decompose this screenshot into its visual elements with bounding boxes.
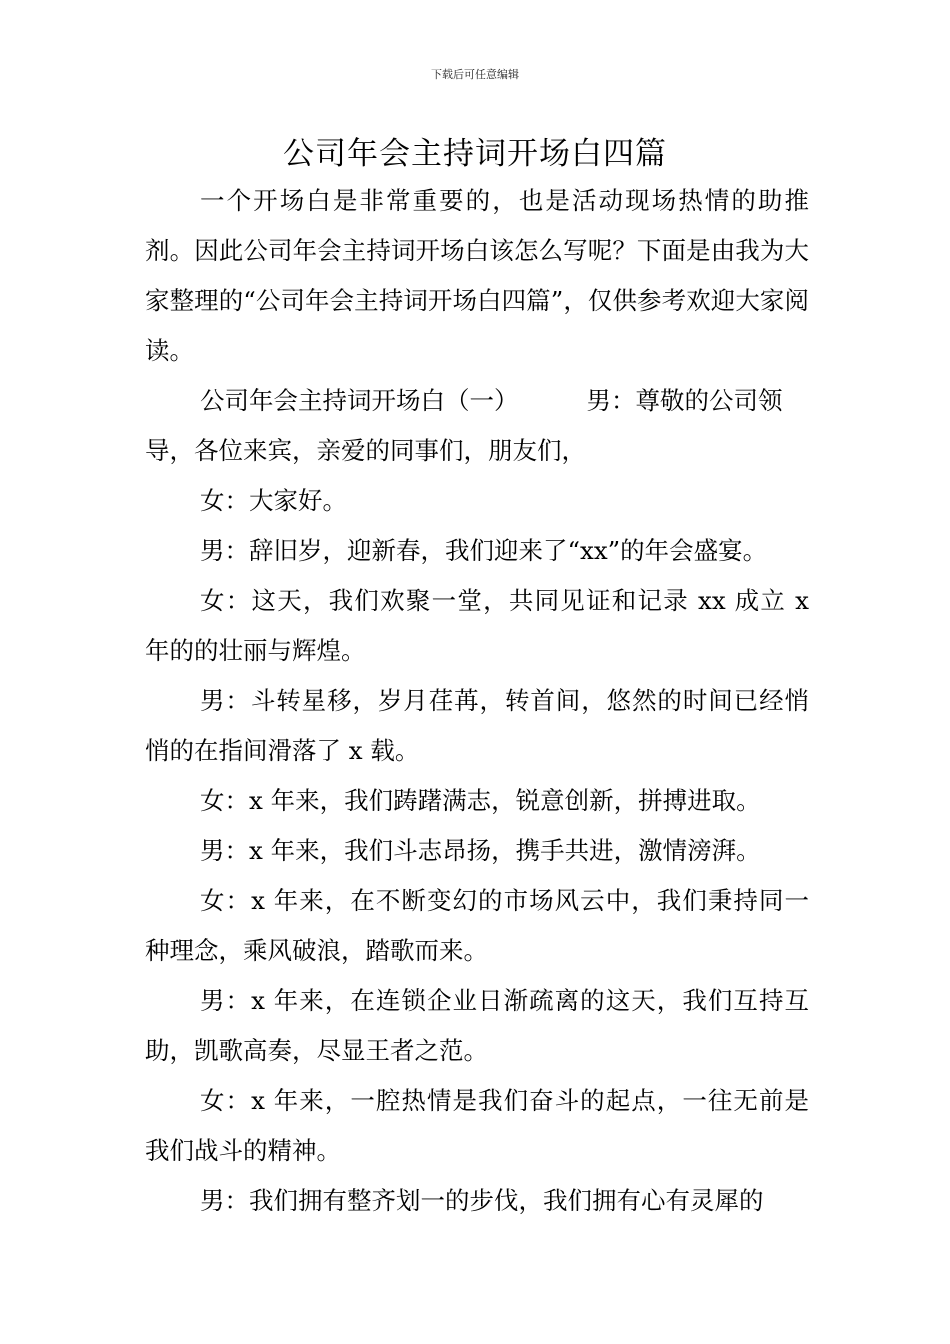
- dialogue-line: 女：x 年来，一腔热情是我们奋斗的起点，一往无前是我们战斗的精神。: [145, 1086, 809, 1165]
- section-1-first-line: 男：尊敬的公司领导，各位来宾，亲爱的同事们，朋友们，: [145, 386, 783, 465]
- dialogue-line: 男：辞旧岁，迎新春，我们迎来了“xx”的年会盛宴。: [200, 536, 768, 565]
- dialogue-line: 女：x 年来，我们踌躇满志，锐意创新，拼搏进取。: [200, 786, 761, 815]
- section-1-heading: 公司年会主持词开场白（一）: [200, 386, 519, 415]
- dialogue-line: 女：这天，我们欢聚一堂，共同见证和记录 xx 成立 x 年的的壮丽与辉煌。: [145, 586, 809, 665]
- dialogue-line: 男：我们拥有整齐划一的步伐，我们拥有心有灵犀的: [200, 1186, 764, 1215]
- dialogue-line: 男：x 年来，我们斗志昂扬，携手共进，激情滂湃。: [200, 836, 761, 865]
- dialogue-line: 女：x 年来，在不断变幻的市场风云中，我们秉持同一种理念，乘风破浪，踏歌而来。: [145, 886, 809, 965]
- header-note: 下载后可任意编辑: [431, 68, 519, 81]
- dialogue-line: 女：大家好。: [200, 486, 347, 515]
- document-body: [145, 176, 809, 1226]
- dialogue-line: 男：斗转星移，岁月荏苒，转首间，悠然的时间已经悄悄的在指间滑落了 x 载。: [145, 686, 809, 765]
- dialogue-line: 男：x 年来，在连锁企业日渐疏离的这天，我们互持互助，凯歌高奏，尽显王者之范。: [145, 986, 809, 1065]
- intro-paragraph: 一个开场白是非常重要的，也是活动现场热情的助推剂。因此公司年会主持词开场白该怎么写呢？下面是由我为大家整理的“公司年会主持词开场白四篇”，仅供参考欢迎大家阅读。: [145, 186, 809, 365]
- section-1-paragraph: [145, 376, 809, 476]
- document-title: 公司年会主持词开场白四篇: [283, 136, 667, 172]
